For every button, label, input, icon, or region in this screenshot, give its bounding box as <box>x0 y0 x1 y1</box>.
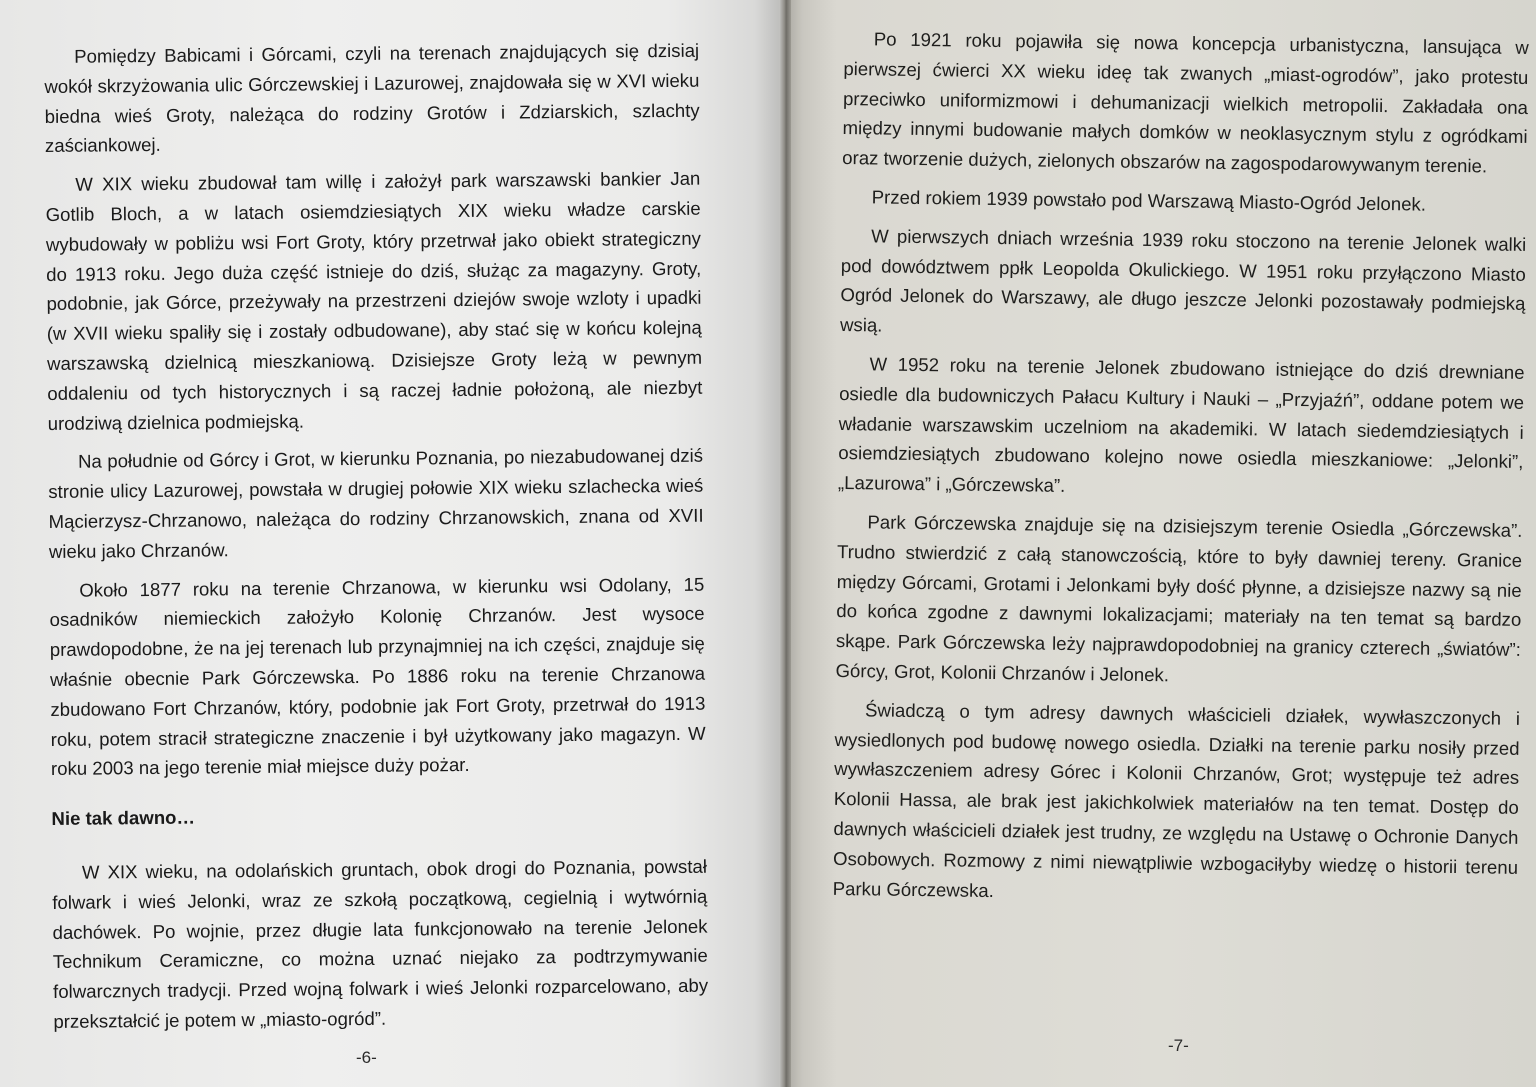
paragraph: W pierwszych dniach września 1939 roku stoczono na terenie Jelonek walki pod dowództwem ppłk Leopolda Okulickiego. W 1951 roku przyłączono Miasto Ogród Jelonek do Warszawy, ale długo jeszcze Jelonki pozostawały podmiejską wsią. <box>839 225 1527 336</box>
section-heading: Nie tak dawno… <box>51 806 196 830</box>
paragraph: W 1952 roku na terenie Jelonek zbudowano istniejące do dziś drewniane osiedle dla budowniczych Pałacu Kultury i Nauki – „Przyjaźń”, oddane potem we władanie warszawskim uczelniom na akademiki. W latach siedemdziesiątych i osiemdziesiątych zbudowano kolejno nowe osiedla mieszkaniowe: „Jelonki”, „Lazurowa” i „Górczewska”. <box>837 353 1525 497</box>
page-number: -6- <box>356 1048 377 1067</box>
page-number: -7- <box>1168 1036 1189 1055</box>
paragraph: Pomiędzy Babicami i Górcami, czyli na terenach znajdujących się dzisiaj wokół skrzyżowania ulic Górczewskiej i Lazurowej, znajdowała się w XVI wieku biedna wieś Groty, należąca do rodziny Grotów i Zdziarskich, szlachty zaściankowej. <box>44 39 700 157</box>
paragraph: Świadczą o tym adresy dawnych właścicieli działek, wywłaszczonych i wysiedlonych pod budowę nowego osiedla. Działki na terenie parku nosiły przed wywłaszczeniem adresy Górec i Kolonii Chrzanów, Grot; występuje też adres Kolonii Hassa, ale brak jest jakichkolwiek materiałów na ten temat. Dostęp do dawnych właścicieli działek jest trudny, ze względu na Ustawę o Ochronie Danych Osobowych. Rozmowy z nimi niewątpliwie wzbogaciłyby wiedzę o historii terenu Parku Górczewska. <box>832 699 1521 901</box>
book-gutter <box>779 0 791 1087</box>
paragraph: W XIX wieku, na odolańskich gruntach, obok drogi do Poznania, powstał folwark i wieś Jelonki, wraz ze szkołą początkową, cegielnią i wytwórnią dachówek. Po wojnie, przez długie lata funkcjonowało na terenie Jelonek Technikum Ceramiczne, co można uznać niejako za podtrzymywanie folwarcznych tradycji. Przed wojną folwark i wieś Jelonki rozparcelowano, aby przekształcić je potem w „miasto-ogród”. <box>52 855 709 1032</box>
paragraph: Około 1877 roku na terenie Chrzanowa, w kierunku wsi Odolany, 15 osadników niemieckich założyło Kolonię Chrzanów. Jest wysoce prawdopodobne, że na jej terenach lub przynajmniej na ich części, znajduje się właśnie obecnie Park Górczewska. Po 1886 roku na terenie Chrzanowa zbudowano Fort Chrzanów, który, podobnie jak Fort Groty, przetrwał do 1913 roku, potem stracił strategiczne znaczenie i był użytkowany jako magazyn. W roku 2003 na jego terenie miał miejsce duży pożar. <box>49 573 706 780</box>
left-page-text <box>44 36 709 1046</box>
paragraph: Po 1921 roku pojawiła się nowa koncepcja urbanistyczna, lansująca w pierwszej ćwierci XX wieku ideę tak zwanych „miast-ogrodów”, jako protestu przeciwko uniformizmowi i dehumanizacji wielkich metropolii. Zakładała ona między innymi budowanie małych domków w neoklasycznym stylu z ogródkami oraz tworzenie dużych, zielonych obszarów na zagospodarowywanym terenie. <box>842 28 1529 177</box>
paragraph: W XIX wieku zbudował tam willę i założył park warszawski bankier Jan Gotlib Bloch, a w latach osiemdziesiątych XIX wieku władze carskie wybudowały w pobliżu wsi Fort Groty, który przetrwał jako obiekt strategiczny do 1913 roku. Jego duża część istnieje do dziś, służąc za magazyny. Groty, podobnie, jak Górce, przeżywały na przestrzeni dziejów swoje wzloty i upadki (w XVII wieku spaliły się i zostały odbudowane), aby stać się w końcu kolejną warszawską dzielnicą mieszkaniową. Dzisiejsze Groty leżą w pewnym oddaleniu od tych historycznych i są raczej ładnie położoną, ale niezbyt urodziwą dzielnica podmiejską. <box>45 167 703 434</box>
paragraph: Na południe od Górcy i Grot, w kierunku Poznania, po niezabudowanej dziś stronie ulicy Lazurowej, powstała w drugiej połowie XIX wieku szlachecka wieś Mącierzysz-Chrzanowo, należąca do rodziny Chrzanowskich, znana od XVII wieku jako Chrzanów. <box>48 445 704 562</box>
right-page <box>784 0 1536 1087</box>
paragraph: Park Górczewska znajduje się na dzisiejszym terenie Osiedla „Górczewska”. Trudno stwierdzić z całą stanowczością, które to były dawniej tereny. Granice między Górcami, Grotami i Jelonkami były dość płynne, a dzisiejsze nazwy są nie do końca zgodne z dawnymi lokalizacjami; materiały na ten temat są bardzo skąpe. Park Górczewska leży najprawdopodobniej na granicy czterech „światów”: Górcy, Grot, Kolonii Chrzanów i Jelonek. <box>835 511 1523 686</box>
right-page-text <box>832 24 1529 921</box>
paragraph: Przed rokiem 1939 powstało pod Warszawą Miasto-Ogród Jelonek. <box>871 186 1427 215</box>
